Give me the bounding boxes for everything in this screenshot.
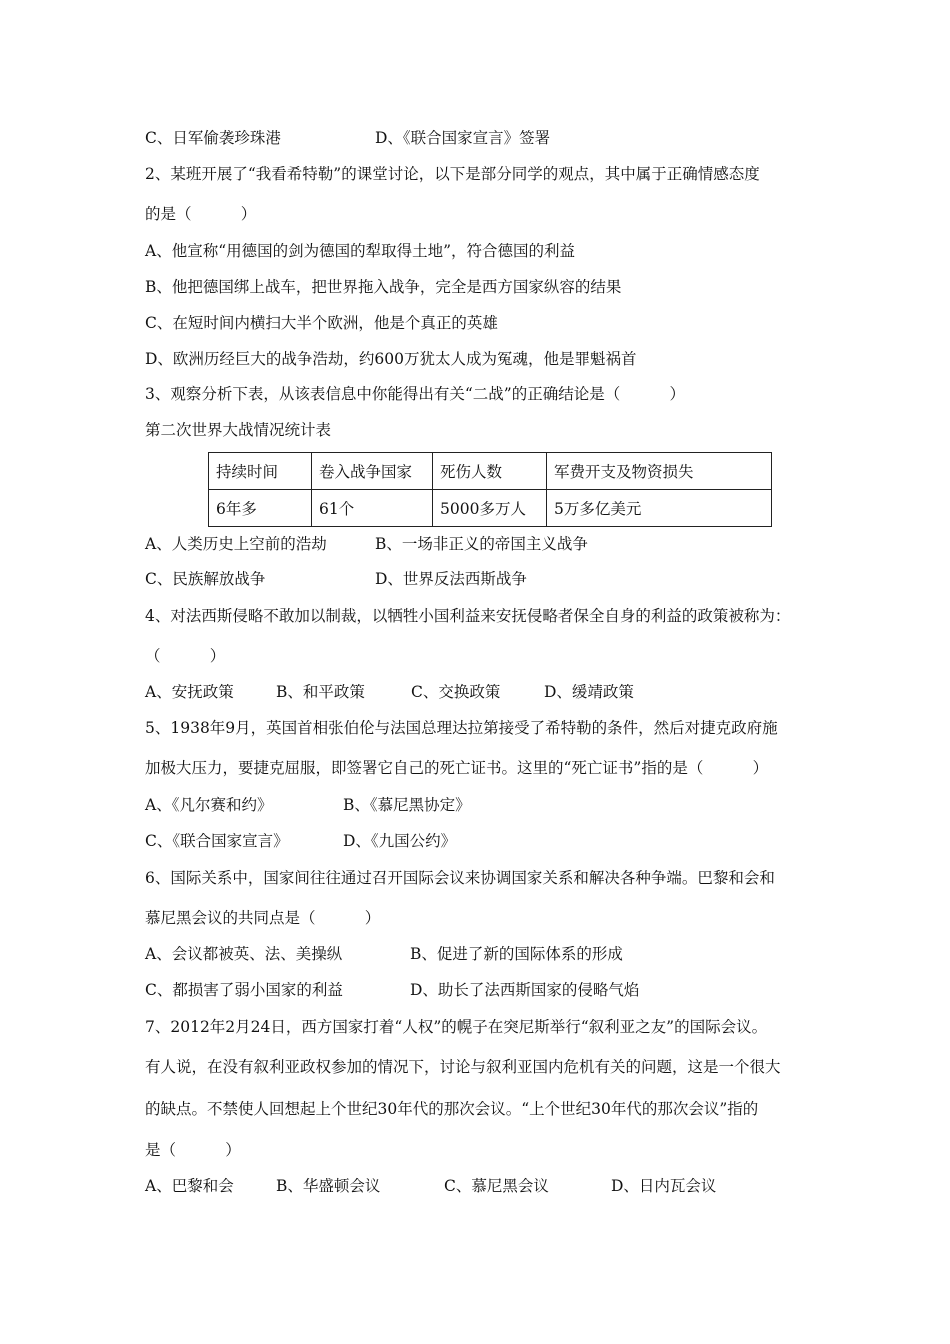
q2-option-c: C、在短时间内横扫大半个欧洲，他是个真正的英雄 xyxy=(145,314,498,332)
q4-option-c: C、交换政策 xyxy=(411,683,501,701)
table-row xyxy=(209,490,772,527)
q5-stem-line-2: 加极大压力，要捷克屈服，即签署它自己的死亡证书。这里的“死亡证书”指的是（ ） xyxy=(145,759,769,777)
table-header-cell: 死伤人数 xyxy=(433,453,547,490)
q2-option-d: D、欧洲历经巨大的战争浩劫，约600万犹太人成为冤魂，他是罪魁祸首 xyxy=(145,350,637,368)
table-cell: 5000多万人 xyxy=(433,490,547,527)
q2-option-b: B、他把德国绑上战车，把世界拖入战争，完全是西方国家纵容的结果 xyxy=(145,278,622,296)
q3-option-d: D、世界反法西斯战争 xyxy=(375,570,527,588)
q3-option-b: B、一场非正义的帝国主义战争 xyxy=(375,535,588,553)
q3-option-c: C、民族解放战争 xyxy=(145,570,266,588)
q5-stem-line-1: 5、1938年9月，英国首相张伯伦与法国总理达拉第接受了希特勒的条件，然后对捷克政府施 xyxy=(145,719,778,737)
q6-option-b: B、促进了新的国际体系的形成 xyxy=(410,945,623,963)
q3-option-a: A、人类历史上空前的浩劫 xyxy=(145,535,327,553)
q5-option-d: D、《九国公约》 xyxy=(343,832,457,850)
q1-option-c: C、日军偷袭珍珠港 xyxy=(145,129,281,147)
q4-option-a: A、安抚政策 xyxy=(145,683,234,701)
q4-option-b: B、和平政策 xyxy=(276,683,365,701)
table-cell: 5万多亿美元 xyxy=(547,490,772,527)
q7-stem-line-1: 7、2012年2月24日，西方国家打着“人权”的幌子在突尼斯举行“叙利亚之友”的国际会议。 xyxy=(145,1018,768,1036)
table-cell: 61个 xyxy=(312,490,433,527)
q5-option-a: A、《凡尔赛和约》 xyxy=(145,796,273,814)
q6-option-a: A、会议都被英、法、美操纵 xyxy=(145,945,343,963)
q7-stem-line-4: 是（ ） xyxy=(145,1141,241,1159)
q2-stem-line-2: 的是（ ） xyxy=(145,205,257,223)
q7-option-c: C、慕尼黑会议 xyxy=(444,1177,549,1195)
q6-option-d: D、助长了法西斯国家的侵略气焰 xyxy=(410,981,640,999)
q6-stem-line-2: 慕尼黑会议的共同点是（ ） xyxy=(145,909,381,927)
q5-option-c: C、《联合国家宣言》 xyxy=(145,832,289,850)
q7-option-a: A、巴黎和会 xyxy=(145,1177,234,1195)
table-header-cell: 军费开支及物资损失 xyxy=(547,453,772,490)
q6-option-c: C、都损害了弱小国家的利益 xyxy=(145,981,343,999)
q5-option-b: B、《慕尼黑协定》 xyxy=(343,796,471,814)
q7-stem-line-2: 有人说，在没有叙利亚政权参加的情况下，讨论与叙利亚国内危机有关的问题，这是一个很大 xyxy=(145,1058,781,1076)
q7-option-d: D、日内瓦会议 xyxy=(611,1177,717,1195)
q4-option-d: D、缓靖政策 xyxy=(544,683,634,701)
q6-stem-line-1: 6、国际关系中，国家间往往通过召开国际会议来协调国家关系和解决各种争端。巴黎和会和 xyxy=(145,869,775,887)
table-header-row xyxy=(209,453,772,490)
q2-stem-line-1: 2、某班开展了“我看希特勒”的课堂讨论，以下是部分同学的观点，其中属于正确情感态度 xyxy=(145,165,760,183)
q7-stem-line-3: 的缺点。不禁使人回想起上个世纪30年代的那次会议。“上个世纪30年代的那次会议”指的 xyxy=(145,1100,759,1118)
q7-option-b: B、华盛顿会议 xyxy=(276,1177,381,1195)
q3-stem: 3、观察分析下表，从该表信息中你能得出有关“二战”的正确结论是（ ） xyxy=(145,385,685,403)
q2-option-a: A、他宣称“用德国的剑为德国的犁取得土地”，符合德国的利益 xyxy=(145,242,576,260)
q4-stem-line-2: （ ） xyxy=(145,647,226,665)
q3-table-title: 第二次世界大战情况统计表 xyxy=(145,421,332,439)
table-cell: 6年多 xyxy=(209,490,312,527)
q3-statistics-table xyxy=(208,452,772,527)
q4-stem-line-1: 4、对法西斯侵略不敢加以制裁，以牺牲小国利益来安抚侵略者保全自身的利益的政策被称为： xyxy=(145,607,791,625)
table-header-cell: 持续时间 xyxy=(209,453,312,490)
table-header-cell: 卷入战争国家 xyxy=(312,453,433,490)
q1-option-d: D、《联合国家宣言》签署 xyxy=(375,129,551,147)
